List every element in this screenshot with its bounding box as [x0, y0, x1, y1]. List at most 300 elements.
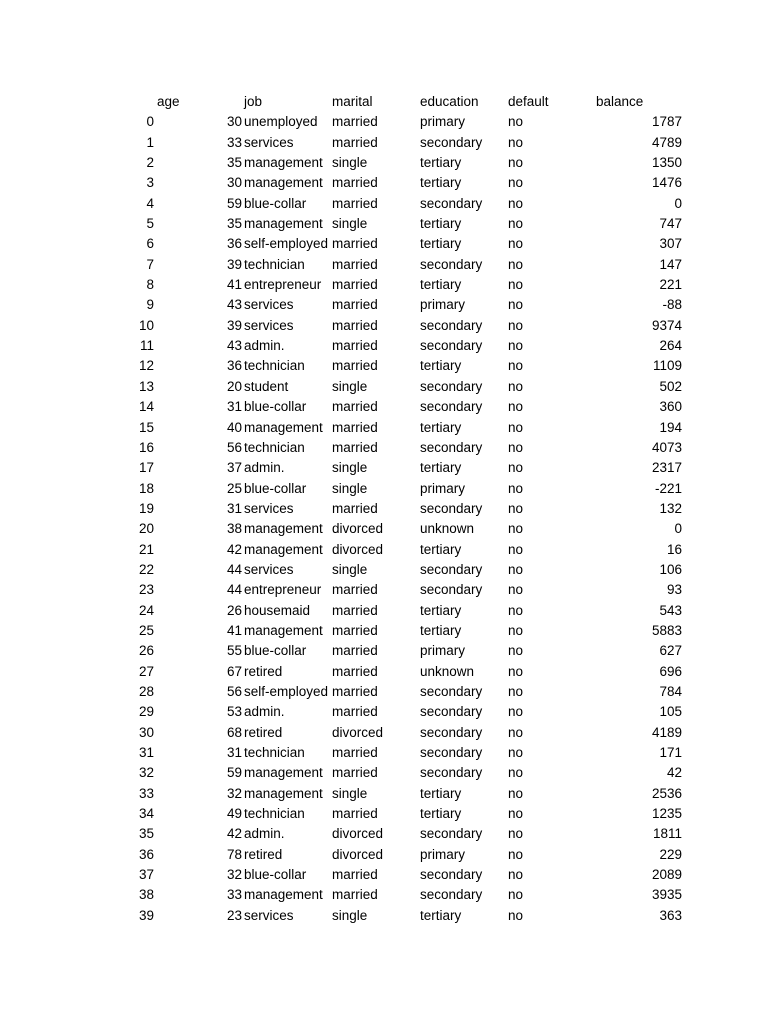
cell-marital: married — [332, 602, 378, 618]
cell-age: 30 — [226, 175, 242, 191]
cell-job: self-employed — [244, 236, 329, 252]
cell-marital: married — [332, 399, 378, 415]
row-index: 24 — [138, 602, 154, 618]
cell-marital: married — [332, 358, 378, 374]
row-index: 26 — [138, 643, 154, 659]
row-index: 29 — [138, 704, 154, 720]
row-index: 19 — [138, 500, 154, 516]
table-row — [0, 499, 768, 519]
cell-balance: 221 — [659, 277, 682, 293]
cell-default: no — [508, 724, 524, 740]
cell-education: secondary — [420, 378, 483, 394]
table-row — [0, 621, 768, 641]
table-header-row — [0, 92, 768, 112]
table-row — [0, 845, 768, 865]
cell-education: primary — [420, 643, 466, 659]
cell-default: no — [508, 297, 524, 313]
cell-age: 44 — [226, 561, 242, 577]
cell-job: blue-collar — [244, 195, 307, 211]
table-row — [0, 540, 768, 560]
cell-age: 38 — [226, 521, 242, 537]
cell-default: no — [508, 155, 524, 171]
row-index: 21 — [138, 541, 154, 557]
cell-education: secondary — [420, 887, 483, 903]
cell-balance: 4073 — [651, 439, 682, 455]
cell-age: 59 — [226, 765, 242, 781]
cell-marital: married — [332, 643, 378, 659]
row-index: 31 — [138, 745, 154, 760]
row-index: 37 — [138, 867, 154, 883]
cell-job: admin. — [244, 826, 285, 842]
table-row — [0, 723, 768, 743]
cell-default: no — [508, 541, 524, 557]
cell-job: technician — [244, 439, 305, 455]
cell-education: secondary — [420, 317, 483, 333]
cell-default: no — [508, 846, 524, 862]
cell-balance: 93 — [666, 582, 682, 598]
row-index: 22 — [138, 561, 154, 577]
cell-education: secondary — [420, 338, 483, 354]
cell-marital: married — [332, 663, 378, 679]
cell-default: no — [508, 867, 524, 883]
cell-balance: 16 — [666, 541, 682, 557]
row-index: 7 — [146, 256, 154, 272]
cell-education: primary — [420, 297, 466, 313]
table-row — [0, 275, 768, 295]
cell-default: no — [508, 643, 524, 659]
cell-job: management — [244, 419, 323, 435]
cell-balance: 9374 — [651, 317, 682, 333]
cell-age: 43 — [226, 338, 242, 354]
cell-marital: divorced — [332, 541, 384, 557]
cell-balance: 627 — [659, 643, 682, 659]
cell-balance: 2317 — [651, 460, 682, 476]
cell-education: primary — [420, 846, 466, 862]
cell-age: 25 — [226, 480, 242, 496]
cell-job: housemaid — [244, 602, 311, 618]
header-default: default — [508, 94, 549, 109]
cell-balance: 1787 — [651, 114, 682, 130]
table-row — [0, 418, 768, 438]
row-index: 10 — [138, 317, 154, 333]
cell-marital: married — [332, 500, 378, 516]
cell-default: no — [508, 134, 524, 150]
cell-default: no — [508, 439, 524, 455]
cell-marital: divorced — [332, 724, 384, 740]
row-index: 5 — [146, 216, 154, 232]
row-index: 39 — [138, 907, 154, 923]
cell-job: blue-collar — [244, 399, 307, 415]
cell-marital: married — [332, 745, 378, 760]
cell-job: services — [244, 297, 294, 313]
cell-balance: 502 — [659, 378, 682, 394]
cell-age: 32 — [226, 785, 242, 801]
cell-marital: married — [332, 236, 378, 252]
cell-marital: married — [332, 439, 378, 455]
table-row — [0, 153, 768, 173]
cell-balance: -221 — [654, 480, 682, 496]
cell-marital: single — [332, 155, 368, 171]
table-row — [0, 316, 768, 336]
cell-age: 49 — [226, 806, 242, 822]
table-row — [0, 194, 768, 214]
cell-job: blue-collar — [244, 867, 307, 883]
cell-balance: 264 — [659, 338, 682, 354]
cell-marital: married — [332, 338, 378, 354]
cell-default: no — [508, 765, 524, 781]
cell-marital: married — [332, 887, 378, 903]
row-index: 32 — [138, 765, 154, 781]
cell-age: 40 — [226, 419, 242, 435]
cell-job: entrepreneur — [244, 277, 322, 293]
cell-education: primary — [420, 480, 466, 496]
table-row — [0, 580, 768, 600]
cell-default: no — [508, 785, 524, 801]
cell-balance: 42 — [666, 765, 682, 781]
row-index: 13 — [138, 378, 154, 394]
cell-marital: married — [332, 195, 378, 211]
cell-job: blue-collar — [244, 480, 307, 496]
cell-age: 59 — [226, 195, 242, 211]
header-balance: balance — [596, 94, 644, 109]
cell-balance: 2089 — [651, 867, 682, 883]
cell-job: retired — [244, 724, 283, 740]
row-index: 27 — [138, 663, 154, 679]
cell-default: no — [508, 277, 524, 293]
cell-age: 23 — [226, 907, 242, 923]
row-index: 20 — [138, 521, 154, 537]
cell-age: 39 — [226, 256, 242, 272]
cell-balance: 543 — [659, 602, 682, 618]
cell-age: 78 — [226, 846, 242, 862]
table-body — [0, 112, 768, 926]
cell-balance: 3935 — [651, 887, 682, 903]
cell-balance: 171 — [659, 745, 682, 760]
cell-balance: 1476 — [651, 175, 682, 191]
cell-education: secondary — [420, 704, 483, 720]
cell-age: 43 — [226, 297, 242, 313]
cell-default: no — [508, 175, 524, 191]
table-row — [0, 458, 768, 478]
cell-default: no — [508, 806, 524, 822]
cell-education: unknown — [420, 663, 475, 679]
cell-education: tertiary — [420, 175, 462, 191]
cell-marital: married — [332, 114, 378, 130]
cell-marital: married — [332, 134, 378, 150]
cell-age: 33 — [226, 887, 242, 903]
cell-default: no — [508, 582, 524, 598]
cell-age: 36 — [226, 236, 242, 252]
table-row — [0, 438, 768, 458]
cell-age: 35 — [226, 216, 242, 232]
cell-job: unemployed — [244, 114, 318, 130]
cell-job: management — [244, 216, 323, 232]
table-row — [0, 885, 768, 905]
row-index: 23 — [138, 582, 154, 598]
row-index: 33 — [138, 785, 154, 801]
row-index: 35 — [138, 826, 154, 842]
cell-marital: married — [332, 175, 378, 191]
cell-education: tertiary — [420, 460, 462, 476]
table-row — [0, 906, 768, 926]
cell-age: 31 — [226, 500, 242, 516]
row-index: 9 — [146, 297, 154, 313]
cell-default: no — [508, 378, 524, 394]
cell-balance: 747 — [659, 216, 682, 232]
cell-age: 33 — [226, 134, 242, 150]
table-row — [0, 662, 768, 682]
cell-balance: 1811 — [652, 826, 682, 842]
cell-education: unknown — [420, 521, 475, 537]
row-index: 34 — [138, 806, 154, 822]
cell-education: tertiary — [420, 602, 462, 618]
cell-education: tertiary — [420, 907, 462, 923]
header-age: age — [157, 94, 180, 109]
cell-age: 55 — [226, 643, 242, 659]
row-index: 17 — [138, 460, 154, 476]
cell-job: management — [244, 521, 323, 537]
cell-marital: married — [332, 806, 378, 822]
cell-education: primary — [420, 114, 466, 130]
row-index: 3 — [146, 175, 154, 191]
cell-age: 31 — [226, 745, 242, 760]
table-row — [0, 865, 768, 885]
table-row — [0, 641, 768, 661]
cell-job: services — [244, 134, 294, 150]
cell-job: self-employed — [244, 683, 329, 699]
cell-marital: divorced — [332, 826, 384, 842]
data-table — [0, 92, 768, 926]
cell-balance: 4789 — [651, 134, 682, 150]
cell-default: no — [508, 236, 524, 252]
cell-age: 26 — [226, 602, 242, 618]
row-index: 36 — [138, 846, 154, 862]
row-index: 38 — [138, 887, 154, 903]
cell-age: 68 — [226, 724, 242, 740]
cell-age: 41 — [226, 622, 242, 638]
cell-balance: -88 — [662, 297, 682, 313]
table-row — [0, 804, 768, 824]
cell-job: admin. — [244, 460, 285, 476]
cell-job: technician — [244, 256, 305, 272]
cell-job: management — [244, 785, 323, 801]
cell-age: 30 — [226, 114, 242, 130]
table-row — [0, 784, 768, 804]
cell-age: 56 — [226, 439, 242, 455]
cell-default: no — [508, 358, 524, 374]
table-row — [0, 702, 768, 722]
cell-age: 36 — [226, 358, 242, 374]
cell-default: no — [508, 663, 524, 679]
row-index: 4 — [146, 195, 154, 211]
table-row — [0, 234, 768, 254]
cell-education: secondary — [420, 826, 483, 842]
row-index: 25 — [138, 622, 154, 638]
cell-balance: 360 — [659, 399, 682, 415]
cell-balance: 696 — [659, 663, 682, 679]
cell-default: no — [508, 399, 524, 415]
cell-age: 20 — [226, 378, 242, 394]
cell-education: tertiary — [420, 419, 462, 435]
cell-job: technician — [244, 358, 305, 374]
cell-balance: 105 — [659, 704, 682, 720]
cell-education: tertiary — [420, 155, 462, 171]
cell-default: no — [508, 500, 524, 516]
header-job: job — [244, 94, 263, 109]
cell-default: no — [508, 216, 524, 232]
cell-marital: single — [332, 378, 368, 394]
cell-education: tertiary — [420, 216, 462, 232]
table-row — [0, 133, 768, 153]
row-index: 15 — [138, 419, 154, 435]
cell-job: services — [244, 561, 294, 577]
cell-education: tertiary — [420, 541, 462, 557]
cell-job: entrepreneur — [244, 582, 322, 598]
cell-education: tertiary — [420, 622, 462, 638]
cell-default: no — [508, 907, 524, 923]
cell-marital: single — [332, 785, 368, 801]
cell-education: secondary — [420, 724, 483, 740]
row-index: 12 — [138, 358, 154, 374]
cell-default: no — [508, 317, 524, 333]
cell-default: no — [508, 745, 524, 760]
cell-default: no — [508, 460, 524, 476]
cell-job: management — [244, 155, 323, 171]
cell-marital: divorced — [332, 521, 384, 537]
cell-job: management — [244, 175, 323, 191]
cell-education: secondary — [420, 439, 483, 455]
row-index: 6 — [146, 236, 154, 252]
cell-balance: 147 — [659, 256, 682, 272]
cell-age: 44 — [226, 582, 242, 598]
table-row — [0, 173, 768, 193]
table-row — [0, 397, 768, 417]
cell-marital: married — [332, 622, 378, 638]
cell-age: 35 — [226, 155, 242, 171]
cell-marital: married — [332, 277, 378, 293]
cell-job: management — [244, 765, 323, 781]
cell-job: technician — [244, 806, 305, 822]
cell-default: no — [508, 826, 524, 842]
cell-balance: 229 — [659, 846, 682, 862]
table-row — [0, 824, 768, 844]
cell-education: secondary — [420, 256, 483, 272]
cell-balance: 4189 — [651, 724, 682, 740]
cell-age: 56 — [226, 683, 242, 699]
cell-default: no — [508, 622, 524, 638]
cell-education: tertiary — [420, 236, 462, 252]
table-row — [0, 112, 768, 132]
table-row — [0, 519, 768, 539]
cell-job: management — [244, 887, 323, 903]
cell-balance: 1350 — [651, 155, 682, 171]
table-row — [0, 377, 768, 397]
cell-age: 41 — [226, 277, 242, 293]
cell-balance: 0 — [674, 195, 682, 211]
table-row — [0, 214, 768, 234]
cell-default: no — [508, 704, 524, 720]
cell-default: no — [508, 419, 524, 435]
row-index: 2 — [146, 155, 154, 171]
cell-default: no — [508, 338, 524, 354]
cell-age: 53 — [226, 704, 242, 720]
table-row — [0, 295, 768, 315]
header-education: education — [420, 94, 479, 109]
cell-balance: 1235 — [651, 806, 682, 822]
cell-marital: married — [332, 867, 378, 883]
cell-balance: 363 — [659, 907, 682, 923]
row-index: 1 — [146, 134, 154, 150]
cell-age: 67 — [226, 663, 242, 679]
cell-education: secondary — [420, 582, 483, 598]
cell-job: management — [244, 541, 323, 557]
cell-age: 42 — [226, 826, 242, 842]
cell-default: no — [508, 887, 524, 903]
row-index: 8 — [146, 277, 154, 293]
cell-default: no — [508, 602, 524, 618]
row-index: 14 — [138, 399, 154, 415]
cell-age: 32 — [226, 867, 242, 883]
cell-balance: 194 — [659, 419, 682, 435]
cell-job: admin. — [244, 338, 285, 354]
table-row — [0, 763, 768, 783]
row-index: 0 — [146, 114, 154, 130]
table-row — [0, 255, 768, 275]
cell-marital: single — [332, 480, 368, 496]
cell-default: no — [508, 195, 524, 211]
cell-education: secondary — [420, 399, 483, 415]
cell-marital: married — [332, 765, 378, 781]
cell-marital: divorced — [332, 846, 384, 862]
cell-education: secondary — [420, 765, 483, 781]
cell-balance: 307 — [659, 236, 682, 252]
cell-default: no — [508, 480, 524, 496]
cell-balance: 0 — [674, 521, 682, 537]
cell-job: admin. — [244, 704, 285, 720]
cell-marital: single — [332, 216, 368, 232]
cell-education: secondary — [420, 561, 483, 577]
cell-marital: married — [332, 704, 378, 720]
cell-marital: married — [332, 419, 378, 435]
cell-education: secondary — [420, 683, 483, 699]
cell-default: no — [508, 521, 524, 537]
cell-default: no — [508, 114, 524, 130]
cell-education: secondary — [420, 195, 483, 211]
cell-age: 42 — [226, 541, 242, 557]
cell-education: tertiary — [420, 358, 462, 374]
cell-default: no — [508, 683, 524, 699]
table-row — [0, 479, 768, 499]
table-row — [0, 560, 768, 580]
cell-education: secondary — [420, 745, 483, 760]
row-index: 11 — [139, 338, 154, 354]
table-row — [0, 601, 768, 621]
cell-marital: single — [332, 460, 368, 476]
cell-job: services — [244, 317, 294, 333]
cell-job: technician — [244, 745, 305, 760]
cell-age: 39 — [226, 317, 242, 333]
cell-marital: married — [332, 297, 378, 313]
cell-job: services — [244, 907, 294, 923]
cell-balance: 132 — [659, 500, 682, 516]
row-index: 30 — [138, 724, 154, 740]
cell-marital: single — [332, 907, 368, 923]
cell-education: tertiary — [420, 785, 462, 801]
table-row — [0, 356, 768, 376]
table-row — [0, 682, 768, 702]
cell-job: retired — [244, 846, 283, 862]
cell-marital: married — [332, 683, 378, 699]
